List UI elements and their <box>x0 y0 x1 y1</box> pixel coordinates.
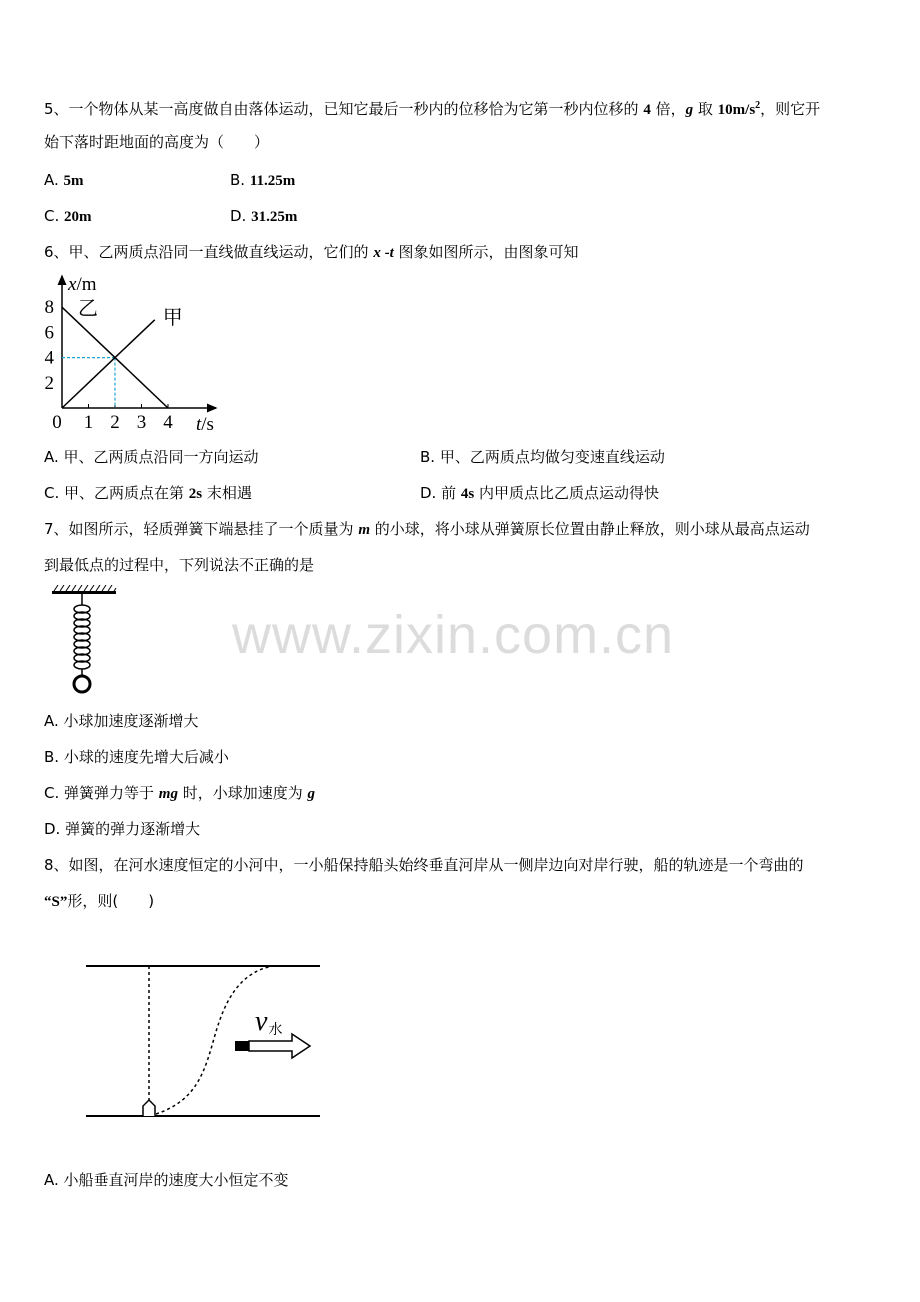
q6-stem <box>44 242 579 263</box>
q7-text: 7、如图所示，轻质弹簧下端悬挂了一个质量为 <box>44 520 359 538</box>
q6-text: 6、甲、乙两质点沿同一直线做直线运动，它们的 <box>44 243 374 261</box>
series-label-1: 甲 <box>162 306 183 329</box>
opt-value: 5m <box>63 173 84 189</box>
q7-var-m: m <box>358 522 370 538</box>
opt-text: 末相遇 <box>202 484 252 502</box>
opt-value: 4s <box>460 486 475 502</box>
q7-option-d: D. 弹簧的弹力逐渐增大 <box>44 820 201 838</box>
opt-label: C. <box>44 207 65 225</box>
q5-text: ，则它开 <box>760 100 821 118</box>
q7-stem-line2: 到最低点的过程中，下列说法不正确的是 <box>44 556 315 574</box>
q8-option-a: A. 小船垂直河岸的速度大小恒定不变 <box>44 1171 289 1189</box>
x-tick-label: 4 <box>163 412 173 433</box>
opt-text: 内甲质点比乙质点运动得快 <box>474 484 659 502</box>
q7-option-a: A. 小球加速度逐渐增大 <box>44 712 199 730</box>
q6-text: 图象如图所示，由图象可知 <box>393 243 579 261</box>
x-tick-label: 0 <box>52 412 62 433</box>
q6-dash: - <box>380 245 390 261</box>
ceiling-hatch <box>54 585 116 591</box>
q5-option-c <box>44 206 92 227</box>
q5-text: 5、一个物体从某一高度做自由落体运动，已知它最后一秒内的位移恰为它第一秒内位移的 <box>44 100 644 118</box>
q5-option-b <box>230 170 295 191</box>
opt-value: 2s <box>188 486 203 502</box>
series-line-1 <box>62 320 155 408</box>
xt-graph <box>40 270 230 436</box>
v-water-label: v水 <box>255 1006 283 1038</box>
x-tick-label: 2 <box>110 412 120 433</box>
q6-option-d <box>420 483 659 504</box>
opt-label: B. <box>230 171 250 189</box>
x-axis-label: t/s <box>196 414 214 435</box>
y-tick-label: 2 <box>44 372 54 394</box>
q5-stem-line1 <box>44 96 820 120</box>
opt-text: 时，小球加速度为 <box>177 784 308 802</box>
q5-stem-line2: 始下落时距地面的高度为（ ） <box>44 133 270 151</box>
s-trajectory <box>156 966 273 1114</box>
opt-label: A. <box>44 171 64 189</box>
q5-option-d <box>230 206 297 227</box>
y-tick-label: 4 <box>44 347 54 369</box>
q6-var-t: t <box>389 245 394 261</box>
q5-text: 取 <box>693 100 718 118</box>
y-axis-label: x/m <box>68 274 97 295</box>
boat <box>143 1100 155 1116</box>
opt-text: C. 甲、乙两质点在第 <box>44 484 189 502</box>
opt-text: D. 前 <box>420 484 461 502</box>
y-tick-label: 6 <box>44 322 54 344</box>
q5-var-g: g <box>685 102 694 118</box>
q5-text: 倍， <box>650 100 686 118</box>
q8-text: 形，则( ) <box>67 892 155 910</box>
q5-sup: 2 <box>755 100 761 111</box>
q6-var-x: x <box>373 245 381 261</box>
x-tick-label: 3 <box>136 412 147 433</box>
river-diagram <box>80 950 330 1130</box>
ball <box>74 676 90 692</box>
spring-diagram <box>44 585 124 695</box>
q6-option-a: A. 甲、乙两质点沿同一方向运动 <box>44 448 259 466</box>
q8-stem-line2 <box>44 891 154 912</box>
q5-unit: 10m/s <box>717 102 756 118</box>
opt-text: C. 弹簧弹力等于 <box>44 784 159 802</box>
q5-option-a <box>44 170 84 191</box>
q7-option-c <box>44 783 315 804</box>
opt-value: 20m <box>64 209 92 225</box>
q8-s-shape: “S” <box>44 894 68 910</box>
y-tick-label: 8 <box>44 297 54 319</box>
q5-number: 4 <box>643 102 651 118</box>
q7-option-b: B. 小球的速度先增大后减小 <box>44 748 229 766</box>
spring-coils <box>74 605 90 669</box>
q8-stem-line1: 8、如图，在河水速度恒定的小河中，一小船保持船头始终垂直河岸从一侧岸边向对岸行驶，船的轨迹是一个弯曲的 <box>44 856 804 874</box>
ceiling <box>52 591 116 594</box>
opt-label: D. <box>230 207 252 225</box>
opt-value: 31.25m <box>251 209 298 225</box>
series-label-2: 乙 <box>78 298 98 321</box>
watermark: www.zixin.com.cn <box>232 605 675 665</box>
q7-text: 的小球，将小球从弹簧原长位置由静止释放，则小球从最高点运动 <box>370 520 810 538</box>
q7-stem-line1 <box>44 519 810 540</box>
opt-value: 11.25m <box>249 173 296 189</box>
x-tick-label: 1 <box>83 412 94 433</box>
q7-var-g: g <box>307 786 315 802</box>
q6-option-c <box>44 483 252 504</box>
q7-var-mg: mg <box>158 786 178 802</box>
q6-option-b: B. 甲、乙两质点均做匀变速直线运动 <box>420 448 665 466</box>
